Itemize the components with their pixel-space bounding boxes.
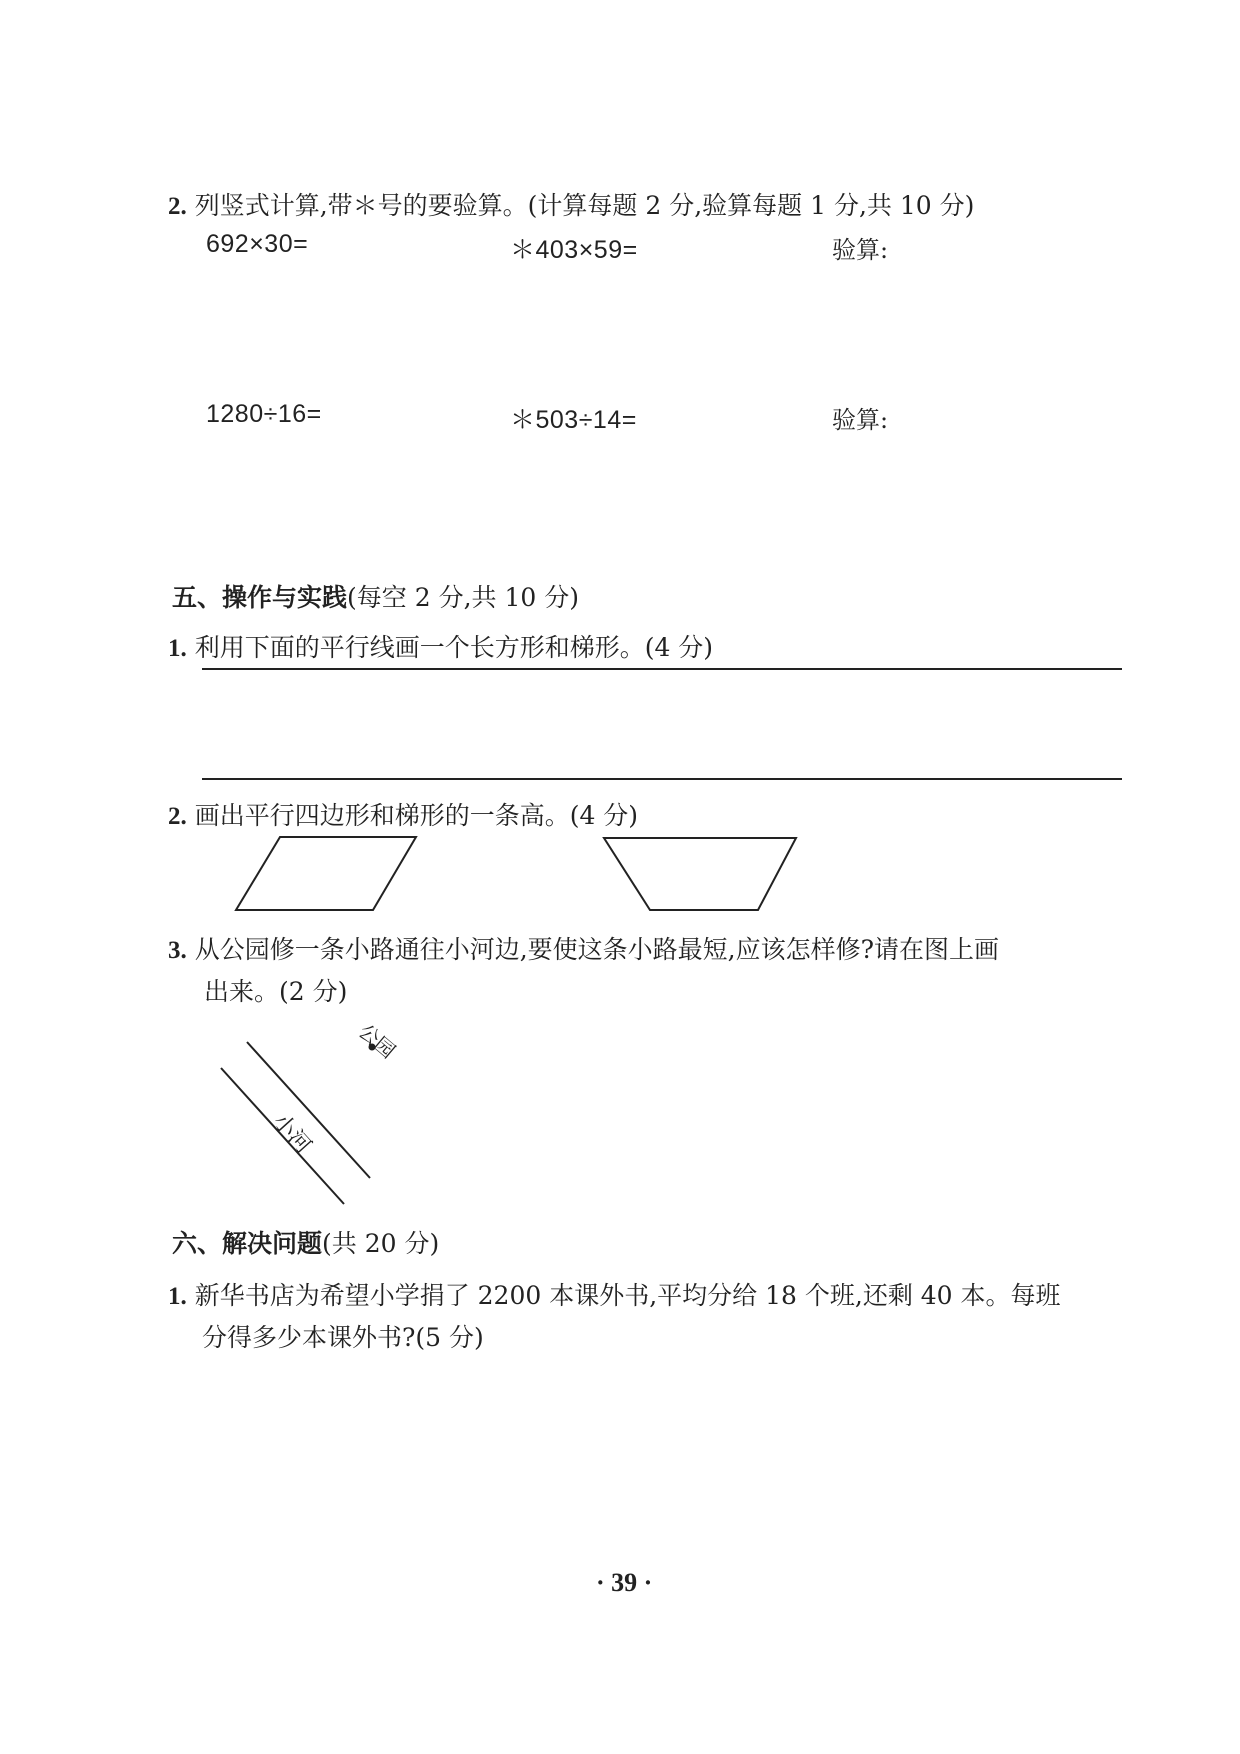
section-title-6 (172, 1224, 439, 1260)
trapezoid-figure (604, 838, 796, 910)
question-text: 画出平行四边形和梯形的一条高。(4 分) (194, 801, 639, 830)
question-text: 利用下面的平行线画一个长方形和梯形。(4 分) (194, 633, 714, 662)
expression-503div14: ＊503÷14= (510, 406, 637, 434)
parallelogram-figure (236, 837, 416, 910)
page-number: · 39 · (596, 1568, 653, 1597)
question-text-line1: 新华书店为希望小学捐了 2200 本课外书,平均分给 18 个班,还剩 40 本。每班 (194, 1281, 1061, 1310)
section-title: 五、操作与实践 (172, 583, 348, 612)
expression-403x59: ＊403×59= (510, 236, 638, 264)
section-title: 六、解决问题 (172, 1229, 323, 1258)
expression-1280div16: 1280÷16= (206, 400, 322, 428)
question-number: 2. (168, 803, 187, 830)
question-number: 3. (168, 937, 187, 964)
question-number: 2. (168, 193, 187, 220)
river-bank-upper (247, 1042, 370, 1178)
question-number: 1. (168, 635, 187, 662)
question-text-line2: 出来。(2 分) (204, 977, 348, 1006)
question-text-line1: 从公园修一条小路通往小河边,要使这条小路最短,应该怎样修?请在图上画 (194, 935, 1000, 964)
question-text: 列竖式计算,带＊号的要验算。(计算每题 2 分,验算每题 1 分,共 10 分) (194, 191, 975, 220)
question-header (168, 930, 999, 966)
verify-label: 验算: (832, 406, 889, 434)
expression-692x30: 692×30= (206, 230, 309, 258)
park-label: 公园 (354, 1019, 401, 1064)
section-note: (每空 2 分,共 10 分) (347, 583, 579, 612)
verify-label: 验算: (832, 236, 889, 264)
question-number: 1. (168, 1283, 187, 1310)
section-note: (共 20 分) (322, 1229, 440, 1258)
river-label: 小河 (267, 1109, 316, 1159)
question-text-line2: 分得多少本课外书?(5 分) (202, 1323, 484, 1352)
question-header (168, 1276, 1061, 1312)
